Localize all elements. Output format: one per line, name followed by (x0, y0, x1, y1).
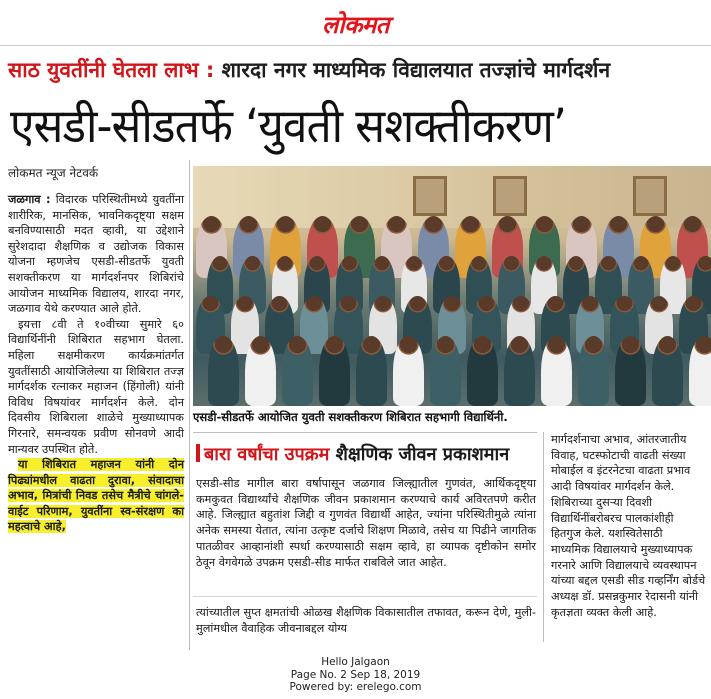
photo-figure (356, 336, 387, 406)
column-divider (543, 432, 544, 642)
column-3-line: अध्यक्ष डॉ. प्रसन्नकुमार रेदासनी यांनी (551, 590, 698, 604)
section-continued: त्यांच्यातील सुप्त क्षमतांची ओळख शैक्षणिक विकासातील तफावत, करून देणे, मुली-मुलांमधील वैवाहिक जीवनाबद्दल योग्य (196, 606, 536, 635)
section-rule (193, 432, 537, 433)
masthead (0, 0, 711, 46)
photo-figure (208, 336, 239, 406)
photo-window (413, 176, 447, 216)
page-footer (0, 656, 711, 694)
photo-figure (282, 336, 313, 406)
photo-caption: एसडी-सीडतर्फे आयोजित युवती सशक्तीकरण शिबिरात सहभागी विद्यार्थिनी. (193, 410, 508, 424)
section-body: एसडी-सीड मागील बारा वर्षापासून जळगाव जिल्ह्यातील गुणवंत, आर्थिकदृष्ट्या कमकुवत विद्यार्थ्यांचे शैक्षणिक जीवन प्रकाशमान करण्याचे कार्य अविरतपणे करीत आहे. जिल्ह्यात बहुतांश जिद्दी व गुणवंत विद्यार्थी आहेत, ज्यांना परिस्थितीमुळे त्यांना अनेक समस्या येतात, त्यांना उत्कृष्ट दर्जाचे शिक्षण मिळावे, तसेच या पिढीने जागतिक पातळीवर आव्हानांशी स्पर्धा करण्यासाठी सक्षम व्हावे, हा व्यापक दृष्टीकोन समोर ठेवून वेगवेगळे उपक्रम एसडी-सीड मार्फत राबविले जात आहेत. (196, 477, 536, 569)
paragraph-2: इयत्ता ८वी ते १०वीच्या सुमारे ६० विद्यार्थिनींनी शिबिरात सहभाग घेतला. महिला सक्षमीकरण कार्यक्रमांतर्गत युवतींसाठी आयोजिलेल्या या शिबिरात तज्ज्ञ मार्गदर्शक रत्नाकर महाजन (हिंगोली) यांनी विविध विषयांवर मार्गदर्शन केले. दोन दिवसीय शिबिराला शाळेचे मुख्याध्यापक गिरनारे, समन्वयक प्रवीण सोनवणे आदी मान्यवर उपस्थित होते. (8, 317, 184, 456)
article-column-1 (8, 192, 184, 535)
heading-bar (196, 444, 200, 462)
kicker-rest: शारदा नगर माध्यमिक विद्यालयात तज्ज्ञांचे मार्गदर्शन (214, 58, 611, 82)
column-3-line: विद्यार्थिनींबरोबरच पालकांशीही (551, 511, 674, 525)
photo-figure (578, 336, 609, 406)
section-heading (196, 442, 536, 466)
photo-figure (652, 336, 683, 406)
column-3-line: मोबाईल व इंटरनेटचा वाढता प्रभाव (551, 464, 691, 478)
column-3-line: गरनारे आणि विद्यालयाचे व्यवस्थापन (551, 558, 697, 572)
column-3-line: यांच्या बद्दल एसडी सीड गव्हर्निंग बोर्डचे (551, 574, 706, 588)
photo-figure (319, 336, 350, 406)
photo-figure (689, 336, 711, 406)
group-photo (193, 166, 711, 406)
footer-site: Hello Jalgaon (321, 656, 390, 668)
photo-figure (430, 336, 461, 406)
column-3-line: कृतज्ञता व्यक्त केली आहे. (551, 605, 657, 619)
kicker-highlight: साठ युवतींनी घेतला लाभ : (8, 58, 215, 82)
column-divider (189, 160, 190, 650)
photo-window (493, 176, 527, 216)
column-3-line: हितगुज केले. यशस्वितेसाठी (551, 527, 663, 541)
column-3-line: आदी विषयांवर मार्गदर्शन केले. (551, 480, 675, 494)
section-heading-rest: शैक्षणिक जीवन प्रकाशमान (329, 444, 510, 465)
dateline: जळगाव : (8, 193, 51, 206)
article-column-3 (551, 432, 711, 620)
photo-figure (615, 336, 646, 406)
paragraph-3 (8, 457, 184, 535)
byline: लोकमत न्यूज नेटवर्क (8, 166, 99, 180)
photo-window (633, 176, 667, 216)
photo-figure (504, 336, 535, 406)
paragraph-1-text: विदारक परिस्थितीमध्ये युवतींना शारीरिक, मानसिक, भावनिकदृष्ट्या सक्षम बनविण्यासाठी मदत व्हावी, या उद्देशाने सुरेशदादा शैक्षणिक व उद्योजक विकास योजना म्हणजेच एसडी-सीडतर्फे युवती सशक्तीकरण या मार्गदर्शनपर शिबिरांचे आयोजन माध्यमिक विद्यालय, शारदा नगर, जळगाव येथे करण्यात आले होते. (8, 193, 184, 316)
column-3-line: माध्यमिक विद्यालयाचे मुख्याध्यापक (551, 542, 693, 556)
highlighted-text: या शिबिरात महाजन यांनी दोन पिढ्यांमधील वाढता दुरावा, संवादाचा अभाव, मित्रांची निवड तसेच मैत्रीचे चांगले-वाईट परिणाम, युवतींना स्व-संरक्षण का महत्वाचे आहे, (8, 458, 184, 534)
footer-page-date: Page No. 2 Sep 18, 2019 (290, 668, 421, 681)
photo-figure (541, 336, 572, 406)
photo-figure (245, 336, 276, 406)
column-3-line: मार्गदर्शनाचा अभाव, आंतरजातीय (551, 433, 687, 446)
column-3-line: विवाह, घटस्फोटाची वाढती संख्या (551, 448, 686, 462)
kicker (8, 56, 708, 84)
headline: एसडी-सीडतर्फे ‘युवती सशक्तीकरण’ (10, 99, 566, 154)
column-3-line: शिबिराच्या दुसऱ्या दिवशी (551, 495, 653, 509)
section-heading-highlight: बारा वर्षांचा उपक्रम (204, 444, 330, 465)
paragraph-1 (8, 192, 184, 317)
photo-figure (393, 336, 424, 406)
photo-crowd (193, 216, 711, 406)
lokmat-logo: लोकमत (322, 11, 389, 39)
footer-powered-by: Powered by: erelego.com (289, 681, 422, 693)
section-bottom-rule (193, 596, 537, 597)
photo-figure (467, 336, 498, 406)
